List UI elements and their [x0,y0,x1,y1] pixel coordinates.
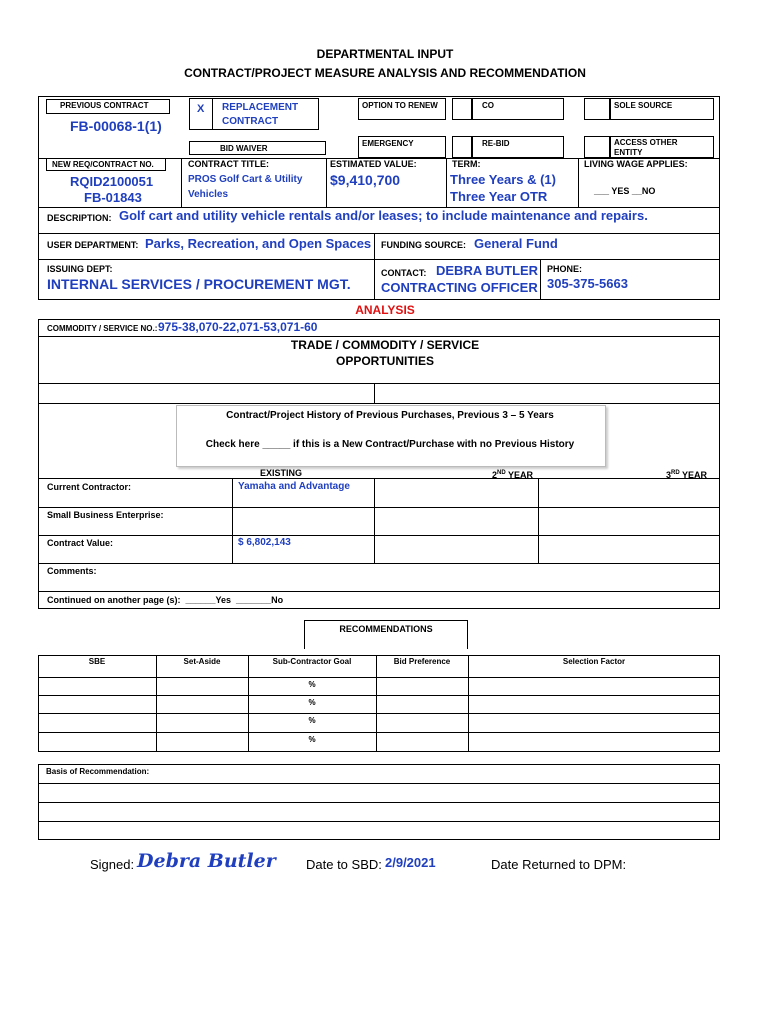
user-department-row [38,233,720,260]
contact-name: DEBRA BUTLER [436,263,539,278]
previous-contract-label: PREVIOUS CONTRACT [60,101,149,110]
commodity-value: 975-38,070-22,071-53,071-60 [158,320,318,334]
user-department-value: Parks, Recreation, and Open Spaces [145,236,372,251]
row-contract-value: $ 6,802,143 [238,537,291,548]
analysis-heading: ANALYSIS [355,303,415,317]
signed-label: Signed: [90,857,135,872]
option-to-renew-label: OPTION TO RENEW [362,101,438,110]
date-returned-label: Date Returned to DPM: [491,857,627,872]
rec-col-bid-preference: Bid Preference [393,657,451,666]
description-label: DESCRIPTION: [47,213,112,223]
check-line: Check here _____ if this is a New Contract/Purchase with no Previous History [205,439,575,450]
rec-percent-1: % [308,680,316,689]
access-other-entity-label: ACCESS OTHER ENTITY [614,138,678,157]
col-existing: EXISTING [260,468,303,478]
rec-percent-2: % [308,698,316,707]
new-req-value-1: RQID2100051 [70,174,154,189]
signature: Debra Butler [137,850,276,872]
term-value-2: Three Year OTR [450,189,548,204]
trade-heading-2: OPPORTUNITIES [335,354,434,368]
row-contract-value-label: Contract Value: [47,538,114,548]
basis-label: Basis of Recommendation: [46,767,150,776]
term-label: TERM: [452,159,481,169]
contract-title-value: PROS Golf Cart & Utility Vehicles [188,174,303,200]
col-3rd-year: 3RD YEAR [666,470,708,480]
history-line: Contract/Project History of Previous Purchases, Previous 3 – 5 Years [226,410,554,421]
row-current-contractor-label: Current Contractor: [47,482,132,492]
sole-source-checkbox [584,98,610,120]
co-label: CO [482,101,494,110]
rebid-checkbox [452,136,472,158]
new-req-label: NEW REQ/CONTRACT NO. [52,160,154,169]
issuing-dept-value: INTERNAL SERVICES / PROCUREMENT MGT. [47,276,351,292]
row-current-contractor-value: Yamaha and Advantage [238,481,350,492]
replacement-checkmark: X [197,103,205,115]
estimated-value-label: ESTIMATED VALUE: [330,159,417,169]
history-table [38,478,720,609]
funding-source-value: General Fund [474,236,558,251]
col-2nd-year: 2ND YEAR [492,470,534,480]
phone-value: 305-375-5663 [547,276,628,291]
rec-col-selection-factor: Selection Factor [562,657,626,666]
contract-title-label: CONTRACT TITLE: [188,159,269,169]
estimated-value: $9,410,700 [330,172,401,188]
trade-blank-row [38,383,720,404]
contact-label: CONTACT: [381,268,427,278]
form-subtitle: CONTRACT/PROJECT MEASURE ANALYSIS AND RECOMMENDATION [184,66,586,80]
sole-source-label: SOLE SOURCE [614,101,673,110]
rec-percent-3: % [308,716,316,725]
row-continued-label: Continued on another page (s): ______Yes _______No [47,595,284,605]
rec-col-set-aside: Set-Aside [183,657,221,666]
date-to-sbd-label: Date to SBD: [306,857,382,872]
emergency-label: EMERGENCY [362,139,414,148]
replacement-label: REPLACEMENT CONTRACT [222,102,299,127]
description-value: Golf cart and utility vehicle rentals and/or leases; to include maintenance and repairs. [119,208,648,223]
recommendations-heading: RECOMMENDATIONS [339,624,433,634]
rec-col-subcontractor-goal: Sub-Contractor Goal [272,657,352,666]
previous-contract-value: FB-00068-1(1) [70,118,162,134]
phone-label: PHONE: [547,264,583,274]
commodity-label: COMMODITY / SERVICE NO.: [47,324,158,333]
rec-col-sbe: SBE [88,657,106,666]
new-req-value-2: FB-01843 [84,190,142,205]
living-wage-options: ___ YES __NO [594,186,656,196]
co-checkbox [452,98,472,120]
issuing-dept-label: ISSUING DEPT: [47,264,113,274]
rec-percent-4: % [308,735,316,744]
living-wage-label: LIVING WAGE APPLIES: [584,159,688,169]
trade-heading-1: TRADE / COMMODITY / SERVICE [290,338,480,352]
row-sbe-label: Small Business Enterprise: [47,510,164,520]
row-comments-label: Comments: [47,566,97,576]
funding-source-label: FUNDING SOURCE: [381,240,466,250]
access-other-entity-checkbox [584,136,610,158]
bid-waiver-label: BID WAIVER [220,144,268,153]
date-to-sbd-value: 2/9/2021 [385,855,436,870]
recommendations-table [38,655,720,752]
term-value-1: Three Years & (1) [450,172,556,187]
user-department-label: USER DEPARTMENT: [47,240,139,250]
rebid-label: RE-BID [482,139,510,148]
form-title: DEPARTMENTAL INPUT [316,47,454,61]
contact-title: CONTRACTING OFFICER [381,280,538,295]
